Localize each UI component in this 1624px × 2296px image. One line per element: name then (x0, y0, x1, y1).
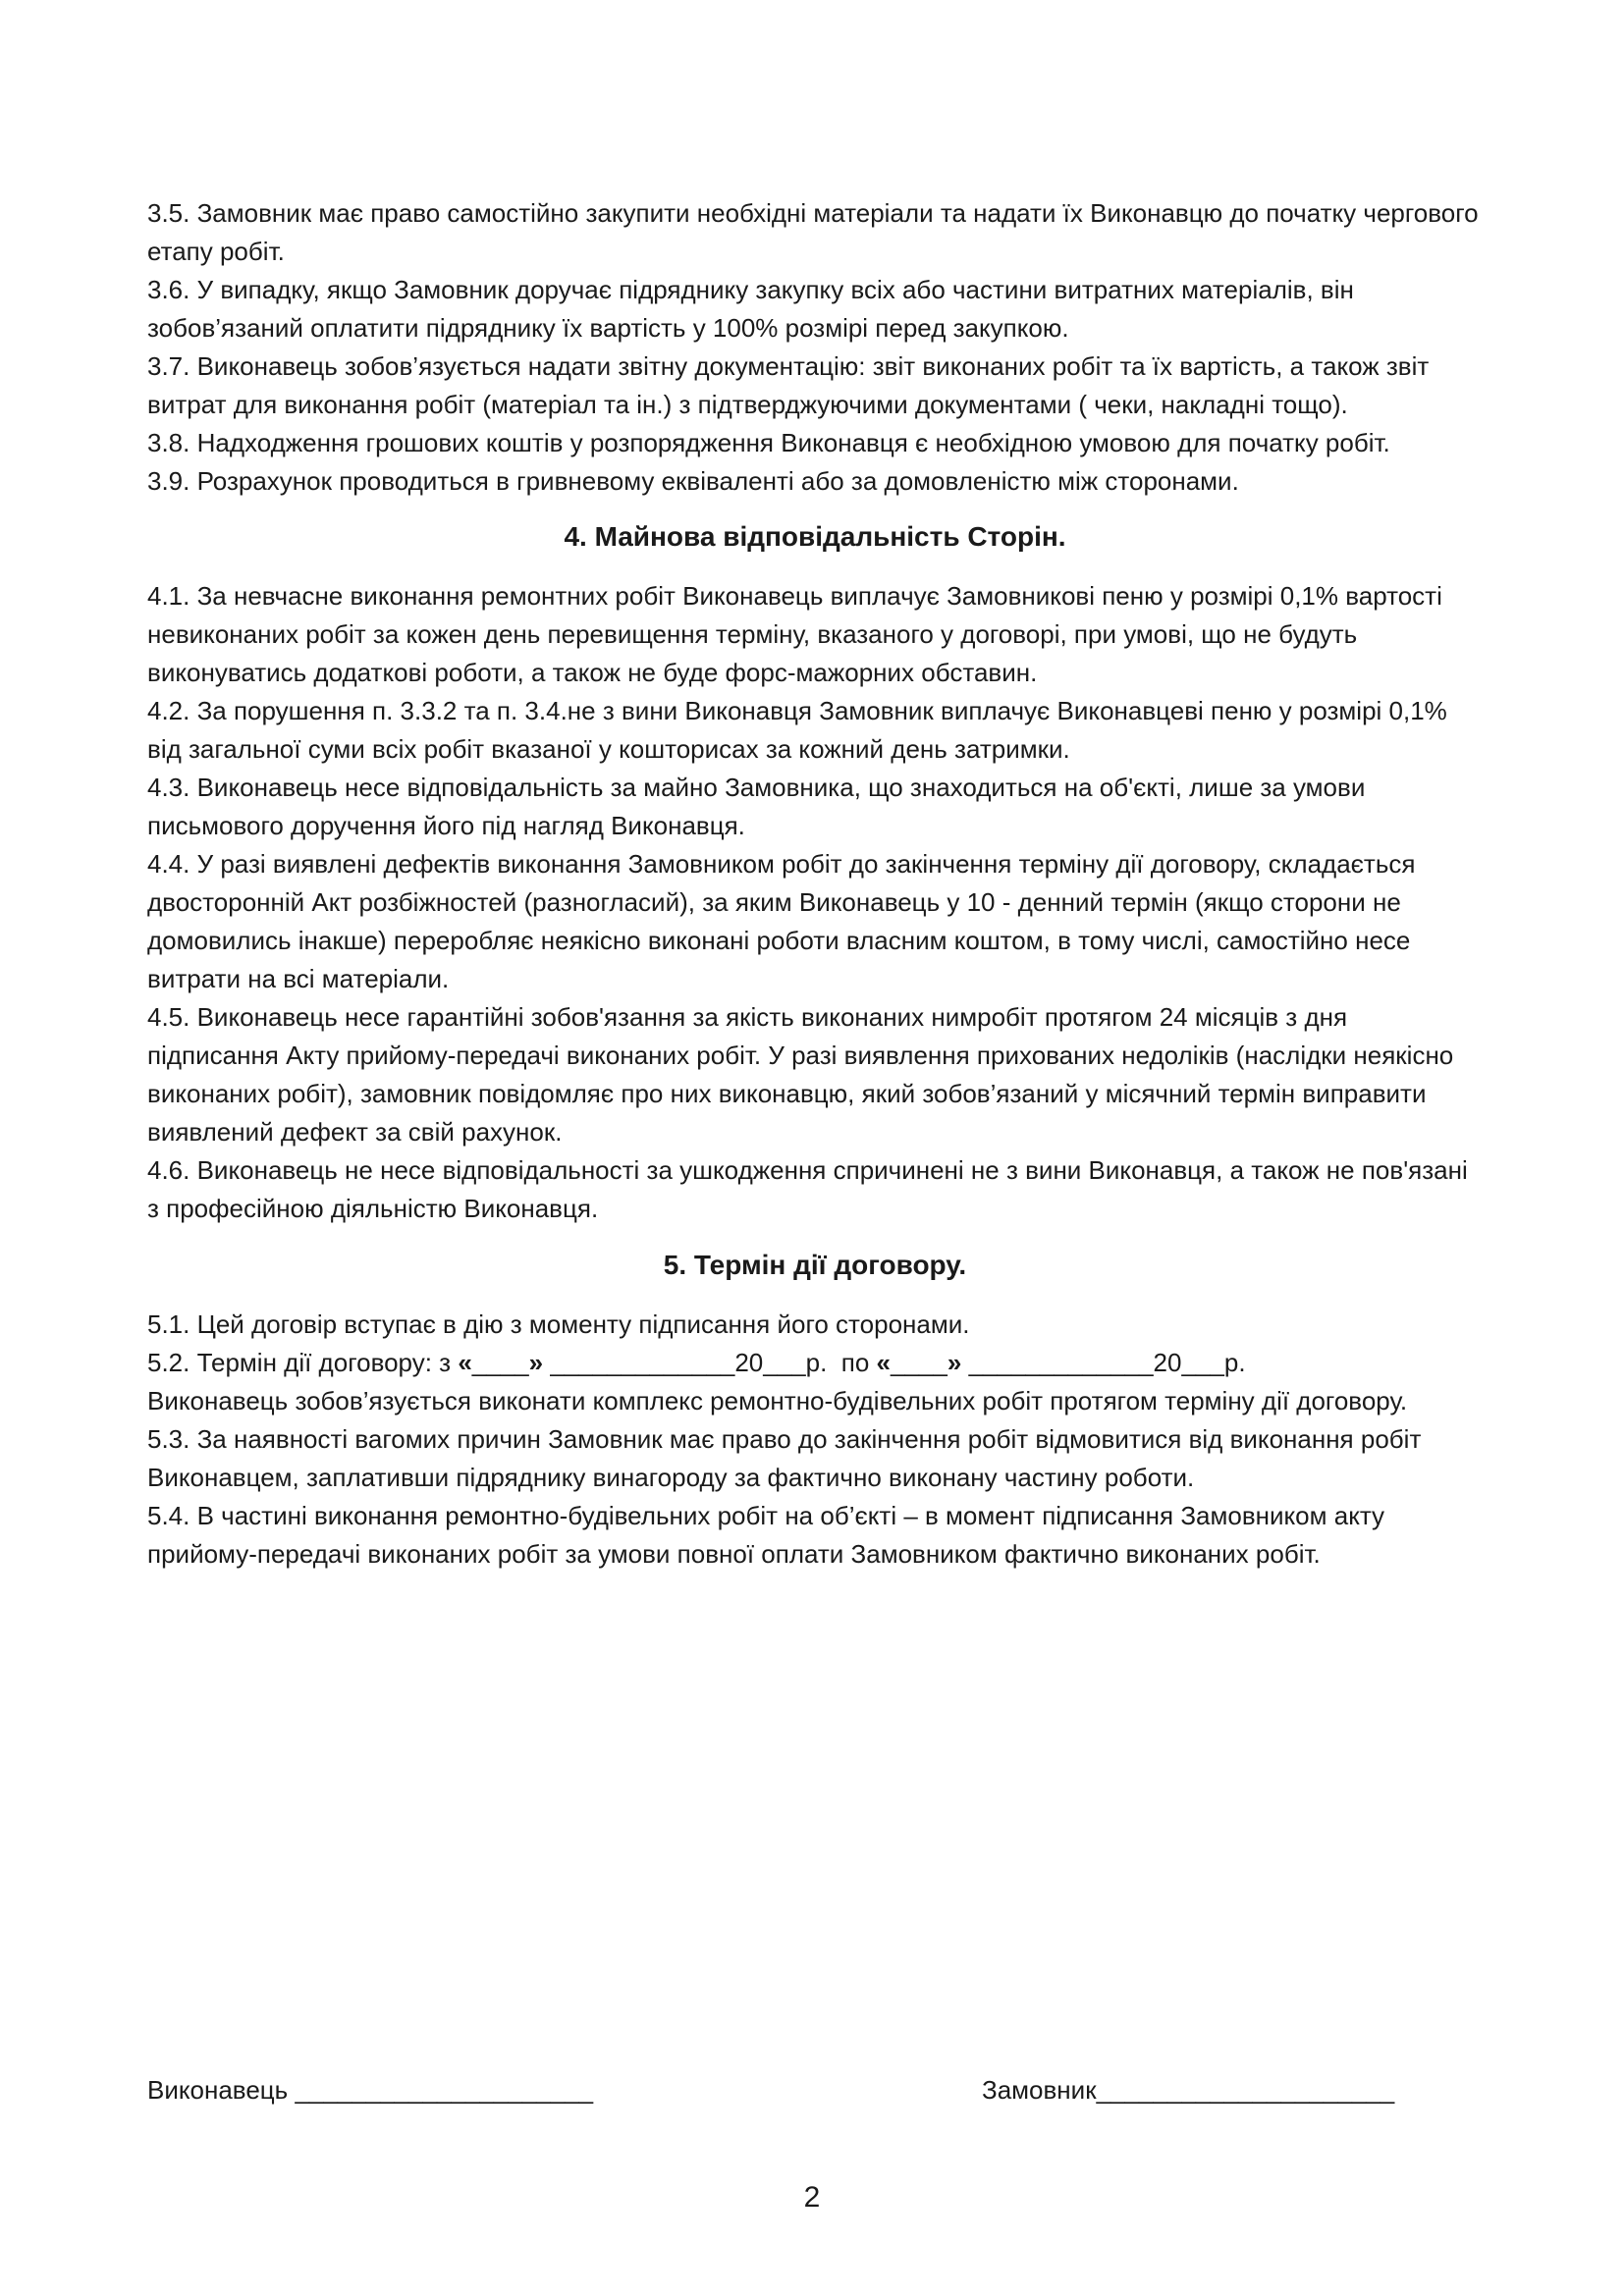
page-number: 2 (803, 2181, 821, 2214)
end-day-blank: ____ (891, 1348, 947, 1377)
clause-5-4: 5.4. В частині виконання ремонтно-будівельних робіт на об’єкті – в момент підписання Замовником акту прийому-передачі виконаних робіт за умови повної оплати Замовником фактично виконаних робіт. (147, 1501, 1385, 1569)
clause-4-5: 4.5. Виконавець несе гарантійні зобов'язання за якість виконаних нимробіт протягом 24 місяців з дня підписання Акту прийому-передачі виконаних робіт. У разі виявлення прихованих недоліків (наслідки неякісно виконаних робіт), замовник повідомляє про них виконавцю, який зобов’язаний у місячний термін виправити виявлений дефект за свій рахунок. (147, 1002, 1454, 1147)
clause-4-1: 4.1. За невчасне виконання ремонтних робіт Виконавець виплачує Замовникові пеню у розмірі 0,1% вартості невиконаних робіт за кожен день перевищення терміну, вказаного у договорі, при умові, що не будуть виконуватись додаткові роботи, а також не буде форс-мажорних обставин. (147, 581, 1442, 687)
clause-3-9: 3.9. Розрахунок проводиться в гривневому еквіваленті або за домовленістю між сторонами. (147, 466, 1239, 496)
clause-5-2-term (147, 1344, 1483, 1382)
document-body (147, 194, 1483, 1574)
close-quote: » (528, 1348, 544, 1377)
end-year-blank: ___ (1181, 1348, 1224, 1377)
end-month-blank: _____________ (968, 1348, 1154, 1377)
start-year-blank: ___ (763, 1348, 806, 1377)
term-prefix: 5.2. Термін дії договору: з (147, 1348, 459, 1377)
end-year-prefix: 20 (1153, 1348, 1182, 1377)
end-year-suffix: р. (1223, 1348, 1246, 1377)
clause-3-5: 3.5. Замовник має право самостійно закупити необхідні матеріали та надати їх Виконавцю до початку чергового етапу робіт. (147, 198, 1479, 266)
clause-3-7: 3.7. Виконавець зобов’язується надати звітну документацію: звіт виконаних робіт та їх вартість, а також звіт витрат для виконання робіт (матеріал та ін.) з підтверджуючими документами ( чеки, накладні тощо). (147, 351, 1430, 419)
clause-5-3: 5.3. За наявності вагомих причин Замовник має право до закінчення робіт відмовитися від виконання робіт Виконавцем, заплативши підряднику винагороду за фактично виконану частину роботи. (147, 1424, 1422, 1492)
open-quote-2: « (876, 1348, 892, 1377)
contractor-signature: Виконавець _____________________ (147, 2075, 594, 2105)
clause-4-2: 4.2. За порушення п. 3.3.2 та п. 3.4.не з вини Виконавця Замовник виплачує Виконавцеві пеню у розмірі 0,1% від загальної суми всіх робіт вказаної у кошторисах за кожний день затримки. (147, 696, 1447, 764)
start-day-blank: ____ (471, 1348, 529, 1377)
clause-5-1: 5.1. Цей договір вступає в дію з моменту підписання його сторонами. (147, 1309, 970, 1339)
clause-5-2-rest: Виконавець зобов’язується виконати комплекс ремонтно-будівельних робіт протягом терміну дії договору. (147, 1386, 1408, 1415)
clause-4-3: 4.3. Виконавець несе відповідальність за майно Замовника, що знаходиться на об'єкті, лише за умови письмового доручення його під нагляд Виконавця. (147, 773, 1366, 840)
open-quote: « (458, 1348, 472, 1377)
start-year-suffix: р. (805, 1348, 828, 1377)
clause-4-6: 4.6. Виконавець не несе відповідальності за ушкодження спричинені не з вини Виконавця, а також не пов'язані з професійною діяльністю Виконавця. (147, 1155, 1468, 1223)
to-word: по (840, 1348, 870, 1377)
start-year-prefix: 20 (734, 1348, 764, 1377)
clause-3-8: 3.8. Надходження грошових коштів у розпорядження Виконавця є необхідною умовою для початку робіт. (147, 428, 1390, 457)
close-quote-2: » (947, 1348, 962, 1377)
client-signature: Замовник_____________________ (982, 2075, 1395, 2105)
start-month-blank: _____________ (550, 1348, 735, 1377)
section-5-heading: 5. Термін дії договору. (663, 1250, 967, 1280)
clause-3-6: 3.6. У випадку, якщо Замовник доручає підряднику закупку всіх або частини витратних матеріалів, він зобов’язаний оплатити підряднику їх вартість у 100% розмірі перед закупкою. (147, 275, 1354, 343)
section-4-heading: 4. Майнова відповідальність Сторін. (564, 521, 1066, 552)
clause-4-4: 4.4. У разі виявлені дефектів виконання Замовником робіт до закінчення терміну дії договору, складається двосторонній Акт розбіжностей (разногласий), за яким Виконавець у 10 - денний термін (якщо сторони не домовились інакше) переробляє неякісно виконані роботи власним коштом, в тому числі, самостійно несе витрати на всі матеріали. (147, 849, 1416, 993)
